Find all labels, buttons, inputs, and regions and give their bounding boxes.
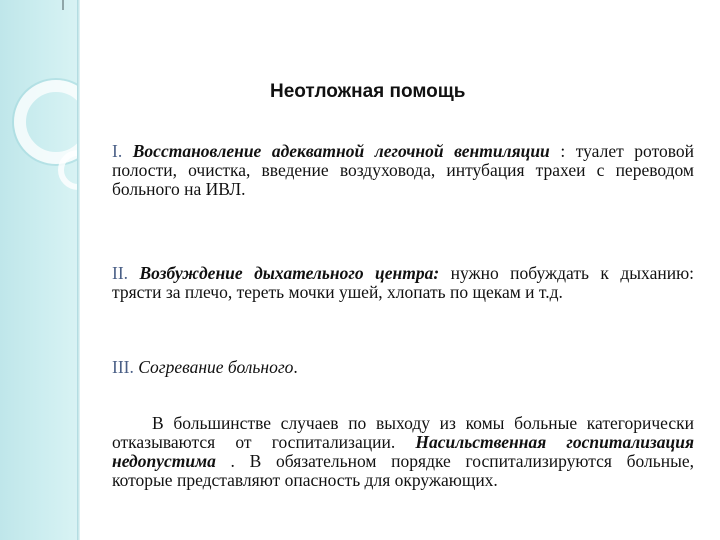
note-text-before: В большинстве случаев по выходу из комы больные категорически отказываются от госпитализации. — [112, 413, 694, 452]
item-2-number: II. — [112, 263, 129, 283]
slide-title: Неотложная помощь — [270, 81, 466, 102]
item-1 — [112, 142, 694, 199]
decorative-side-band — [0, 0, 80, 540]
item-3 — [112, 358, 694, 377]
item-1-text: : туалет ротовой полости, очистка, введение воздуховода, интубация трахеи с переводом больного на ИВЛ. — [112, 141, 694, 199]
item-2-heading: Возбуждение дыхательного центра: — [139, 263, 440, 283]
item-2 — [112, 264, 694, 302]
item-1-heading: Восстановление адекватной легочной вентиляции — [132, 141, 550, 161]
note-text-after: . В обязательном порядке госпитализируются больные, которые представляют опасность для окружающих. — [112, 451, 694, 490]
item-3-number: III. — [112, 357, 134, 377]
band-edge — [77, 0, 80, 540]
item-1-number: I. — [112, 141, 123, 161]
note-paragraph — [112, 414, 694, 490]
note-emphasis: Насильственная госпитализация недопустима — [112, 432, 694, 471]
item-3-text: . — [293, 357, 298, 377]
decorative-line — [62, 0, 64, 10]
item-3-heading: Согревание больного — [138, 357, 294, 377]
item-2-text: нужно побуждать к дыханию: трясти за плечо, тереть мочки ушей, хлопать по щекам и т.д. — [112, 263, 694, 302]
